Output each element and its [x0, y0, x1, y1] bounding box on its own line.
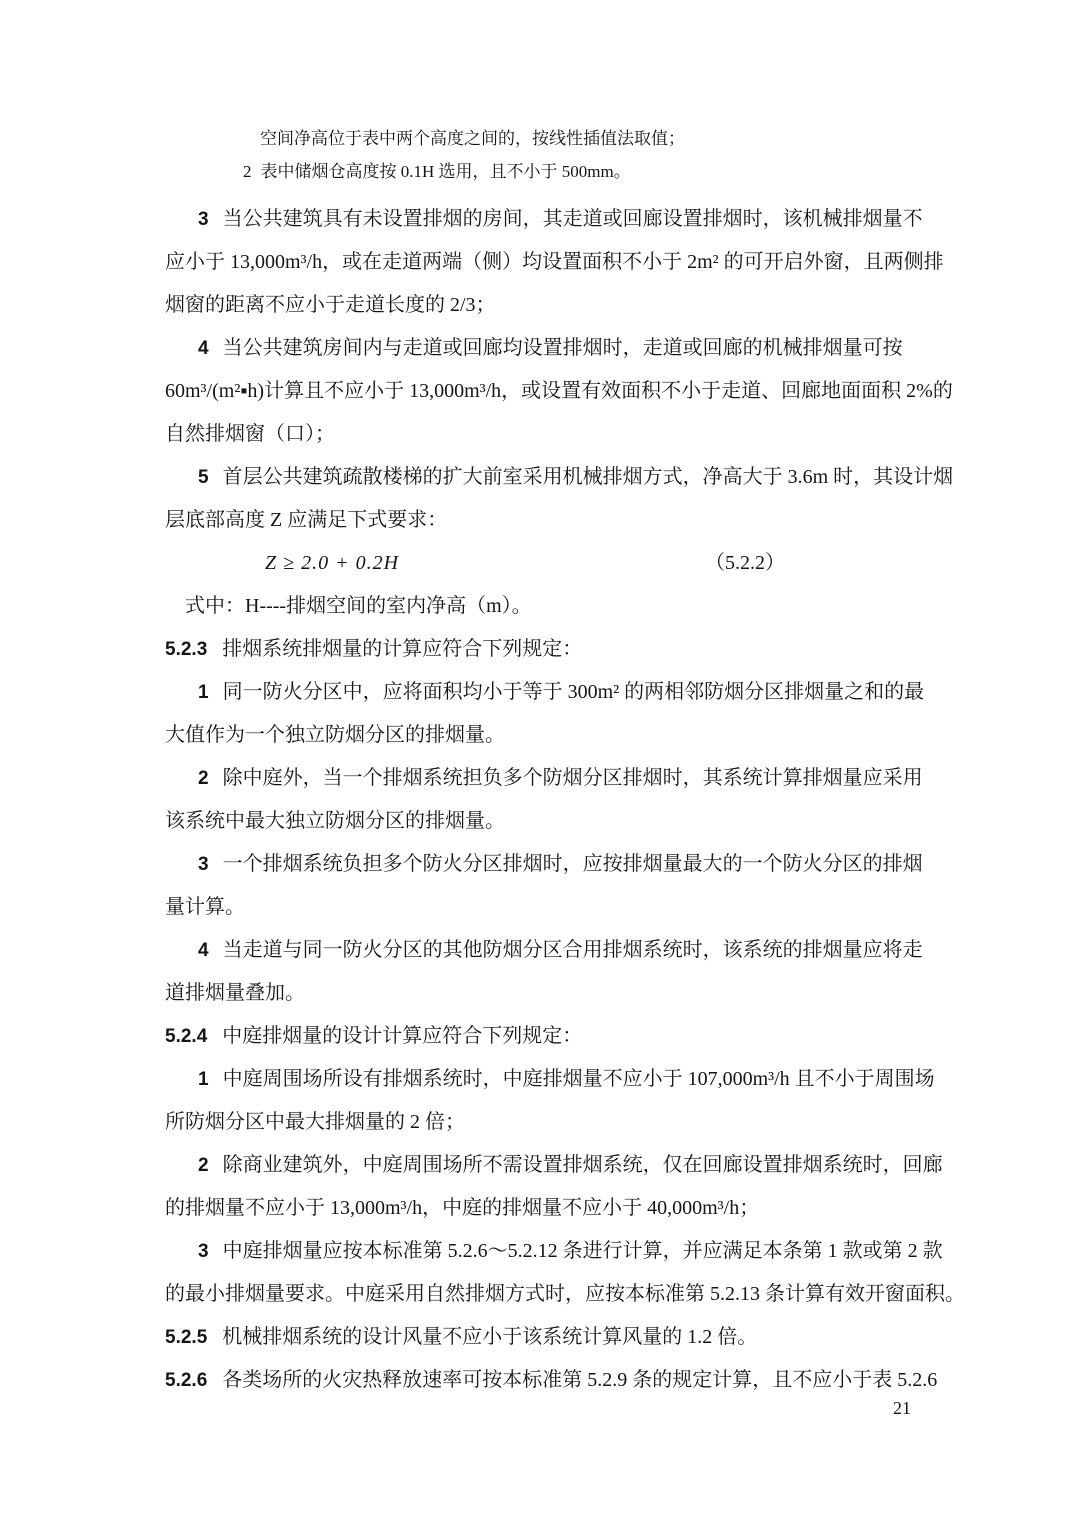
formula-line: [165, 542, 925, 585]
line-text: 烟窗的距离不应小于走道长度的 2/3；: [165, 294, 496, 316]
line-text: 中庭排烟量应按本标准第 5.2.6～5.2.12 条进行计算，并应满足本条第 1 款或第 2 款: [222, 1240, 943, 1262]
line-text: 的最小排烟量要求。中庭采用自然排烟方式时，应按本标准第 5.2.13 条计算有效开窗面积。: [165, 1283, 965, 1305]
line-text: 该系统中最大独立防烟分区的排烟量。: [165, 810, 505, 832]
section-heading: [165, 1015, 925, 1058]
item-number: 2: [198, 768, 209, 789]
line-text: 大值作为一个独立防烟分区的排烟量。: [165, 724, 505, 746]
line-text: Z ≥ 2.0 + 0.2H: [265, 552, 400, 574]
text-line: [165, 972, 925, 1015]
text-line: [165, 1101, 925, 1144]
text-line: [165, 284, 925, 327]
line-text: 各类场所的火灾热释放速率可按本标准第 5.2.9 条的规定计算，且不应小于表 5.2.6: [222, 1369, 938, 1391]
line-text: 当走道与同一防火分区的其他防烟分区合用排烟系统时，该系统的排烟量应将走: [222, 939, 923, 961]
line-text: 量计算。: [165, 896, 245, 918]
item-number: 3: [198, 209, 209, 230]
line-text: 自然排烟窗（口）；: [165, 423, 335, 445]
line-text: 一个排烟系统负担多个防火分区排烟时，应按排烟量最大的一个防火分区的排烟: [222, 853, 923, 875]
item-number: 5: [198, 467, 209, 488]
line-text: 的排烟量不应小于 13,000m³/h，中庭的排烟量不应小于 40,000m³/h；: [165, 1197, 760, 1219]
line-text: 道排烟量叠加。: [165, 982, 305, 1004]
formula-legend: [165, 585, 925, 628]
line-text: 所防烟分区中最大排烟量的 2 倍；: [165, 1111, 465, 1133]
text-line: [165, 370, 953, 413]
item-number: 4: [198, 338, 209, 359]
text-line: [165, 757, 925, 800]
line-text: 中庭排烟量的设计计算应符合下列规定：: [222, 1025, 583, 1047]
text-line: [165, 499, 925, 542]
section-number: 5.2.6: [165, 1370, 208, 1391]
table-note-line: [165, 155, 925, 188]
section-heading: [165, 628, 925, 671]
text-line: [165, 413, 925, 456]
item-number: 2: [198, 1155, 209, 1176]
text-line: [165, 800, 925, 843]
text-line: [165, 1058, 935, 1101]
line-text: 层底部高度 Z 应满足下式要求：: [165, 509, 448, 531]
line-text: 机械排烟系统的设计风量不应小于该系统计算风量的 1.2 倍。: [222, 1326, 758, 1348]
section-number: 5.2.3: [165, 639, 208, 660]
text-line: [165, 1273, 965, 1316]
text-line: [165, 714, 925, 757]
item-number: 3: [198, 1241, 209, 1262]
text-line: [165, 456, 954, 499]
text-line: [165, 671, 925, 714]
item-number: 4: [198, 940, 209, 961]
line-text: 首层公共建筑疏散楼梯的扩大前室采用机械排烟方式，净高大于 3.6m 时，其设计烟: [222, 466, 954, 488]
section-heading: [165, 1316, 925, 1359]
item-number: 1: [198, 1069, 209, 1090]
text-line: [165, 1230, 943, 1273]
formula-number: （5.2.2）: [705, 552, 785, 574]
text-line: [165, 1187, 925, 1230]
text-line: [165, 198, 925, 241]
item-number: 1: [198, 682, 209, 703]
text-line: [165, 886, 925, 929]
line-text: 除中庭外，当一个排烟系统担负多个防烟分区排烟时，其系统计算排烟量应采用: [222, 767, 923, 789]
document-content: [165, 122, 965, 1402]
text-line: [165, 929, 925, 972]
text-line: [165, 241, 944, 284]
line-text: 除商业建筑外，中庭周围场所不需设置排烟系统，仅在回廊设置排烟系统时，回廊: [222, 1154, 943, 1176]
line-text: 当公共建筑房间内与走道或回廊均设置排烟时，走道或回廊的机械排烟量可按: [222, 337, 903, 359]
line-text: 表中储烟仓高度按 0.1H 选用，且不小于 500mm。: [260, 162, 631, 181]
text-line: [165, 843, 925, 886]
line-text: 60m³/(m²▪h)计算且不应小于 13,000m³/h，或设置有效面积不小于走道、回廊地面面积 2%的: [165, 380, 953, 402]
page-number: 21: [893, 1398, 911, 1418]
text-line: [165, 327, 925, 370]
item-number: 2: [243, 162, 252, 181]
section-heading: [165, 1359, 938, 1402]
line-text: 式中：H----排烟空间的室内净高（m）。: [185, 595, 532, 617]
table-note-line: [165, 122, 925, 155]
line-text: 当公共建筑具有未设置排烟的房间，其走道或回廊设置排烟时，该机械排烟量不: [222, 208, 923, 230]
line-text: 空间净高位于表中两个高度之间的，按线性插值法取值；: [260, 129, 685, 148]
line-text: 应小于 13,000m³/h，或在走道两端（侧）均设置面积不小于 2m² 的可开启外窗，且两侧排: [165, 251, 944, 273]
item-number: 3: [198, 854, 209, 875]
line-text: 中庭周围场所设有排烟系统时，中庭排烟量不应小于 107,000m³/h 且不小于周围场: [222, 1068, 935, 1090]
section-number: 5.2.4: [165, 1026, 208, 1047]
line-text: 同一防火分区中，应将面积均小于等于 300m² 的两相邻防烟分区排烟量之和的最: [222, 681, 925, 703]
section-number: 5.2.5: [165, 1327, 208, 1348]
line-text: 排烟系统排烟量的计算应符合下列规定：: [222, 638, 583, 660]
text-line: [165, 1144, 943, 1187]
